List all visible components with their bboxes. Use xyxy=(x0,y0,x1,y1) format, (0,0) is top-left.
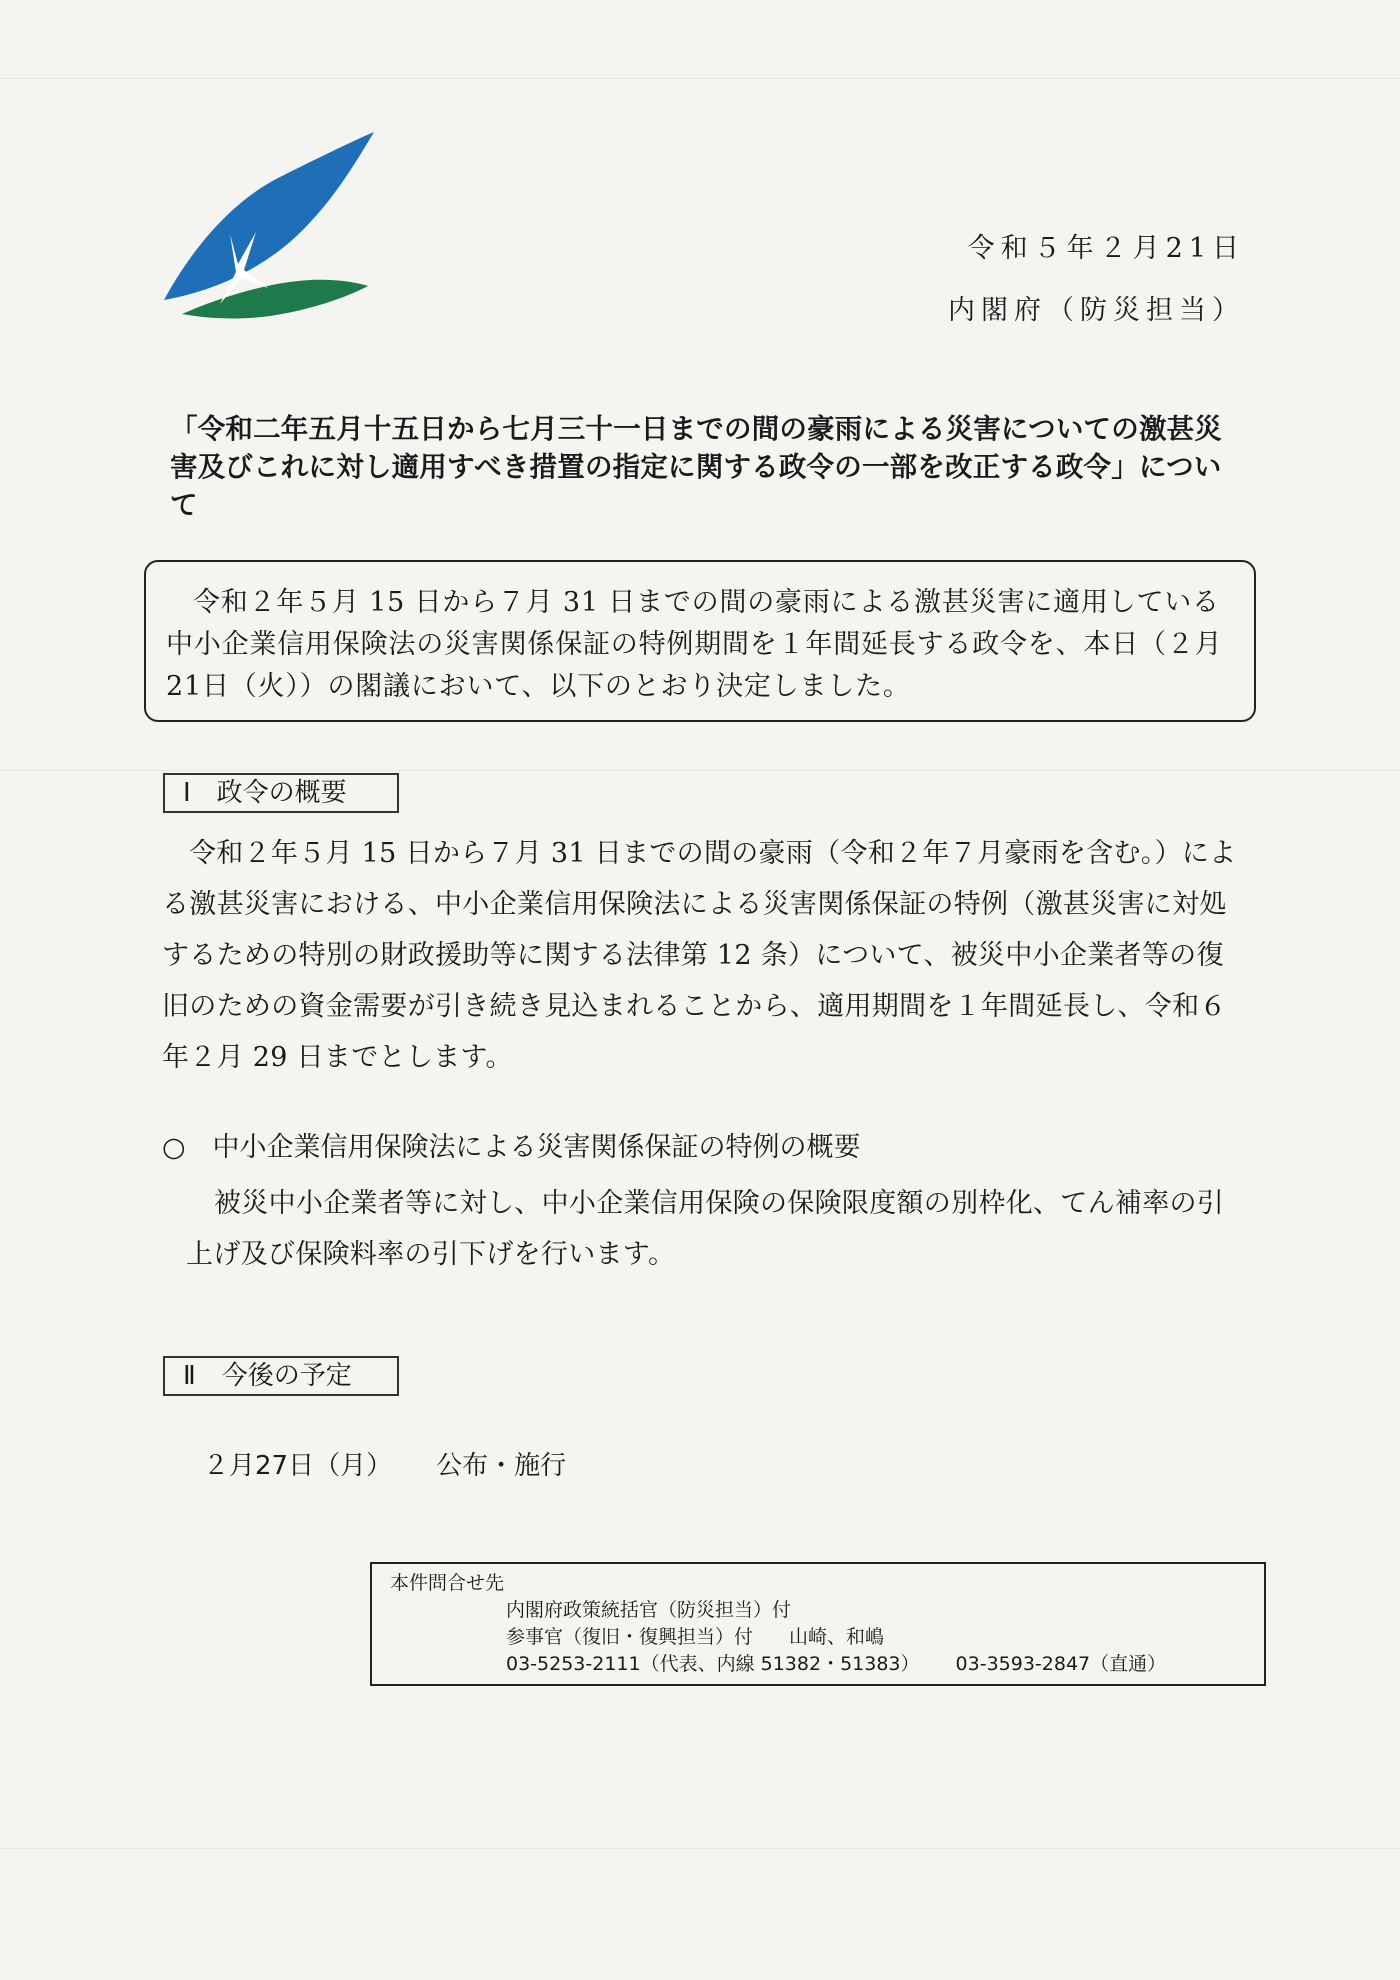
scan-artifact-line xyxy=(0,1848,1400,1849)
issue-date: 令和５年２月21日 xyxy=(967,233,1245,264)
bullet-title: ○ 中小企業信用保険法による災害関係保証の特例の概要 xyxy=(162,1132,861,1163)
cabinet-office-logo xyxy=(160,132,380,322)
section1-paragraph: 令和２年５月 15 日から７月 31 日までの間の豪雨（令和２年７月豪雨を含む。）による激甚災害における、中小企業信用保険法による災害関係保証の特例（激甚災害に対処するための特別の財政援助等に関する法律第 12 条）について、被災中小企業者等の復旧のための資金需要が引き続き見込まれることから、適用期間を１年間延長し、令和６年２月 29 日までとします。 xyxy=(162,838,1237,1073)
scan-artifact-line xyxy=(0,770,1400,771)
schedule-event: 公布・施行 xyxy=(436,1451,567,1481)
contact-office: 内閣府政策統括官（防災担当）付 xyxy=(506,1599,792,1621)
contact-position-line xyxy=(390,1624,1264,1651)
contact-box xyxy=(370,1562,1266,1686)
contact-names: 山崎、和嶋 xyxy=(789,1626,885,1648)
document-title: 「令和二年五月十五日から七月三十一日までの間の豪雨による災害についての激甚災害及びこれに対し適用すべき措置の指定に関する政令の一部を改正する政令」について xyxy=(170,413,1223,521)
contact-label: 本件問合せ先 xyxy=(390,1572,505,1594)
issuer: 内閣府（防災担当） xyxy=(948,295,1245,326)
summary-text: 令和２年５月 15 日から７月 31 日までの間の豪雨による激甚災害に適用している中小企業信用保険法の災害関係保証の特例期間を１年間延長する政令を、本日（２月21日（火））の閣議において、以下のとおり決定しました。 xyxy=(166,587,1223,702)
schedule-line xyxy=(203,1446,903,1486)
contact-position: 参事官（復旧・復興担当）付 xyxy=(506,1626,754,1648)
section1-heading: Ⅰ 政令の概要 xyxy=(163,773,399,813)
contact-phone-direct: 03-3593-2847（直通） xyxy=(955,1653,1167,1675)
summary-box xyxy=(144,560,1256,722)
schedule-date: ２月27日（月） xyxy=(203,1451,393,1481)
bullet-body: 被災中小企業者等に対し、中小企業信用保険の保険限度額の別枠化、てん補率の引上げ及び保険料率の引下げを行います。 xyxy=(186,1188,1225,1270)
contact-phone-main: 03-5253-2111（代表、内線 51382・51383） xyxy=(506,1653,920,1675)
header-date-issuer xyxy=(895,218,1245,342)
contact-phone-line xyxy=(390,1651,1264,1678)
section2-heading: Ⅱ 今後の予定 xyxy=(163,1356,399,1396)
scan-artifact-line xyxy=(0,78,1400,79)
